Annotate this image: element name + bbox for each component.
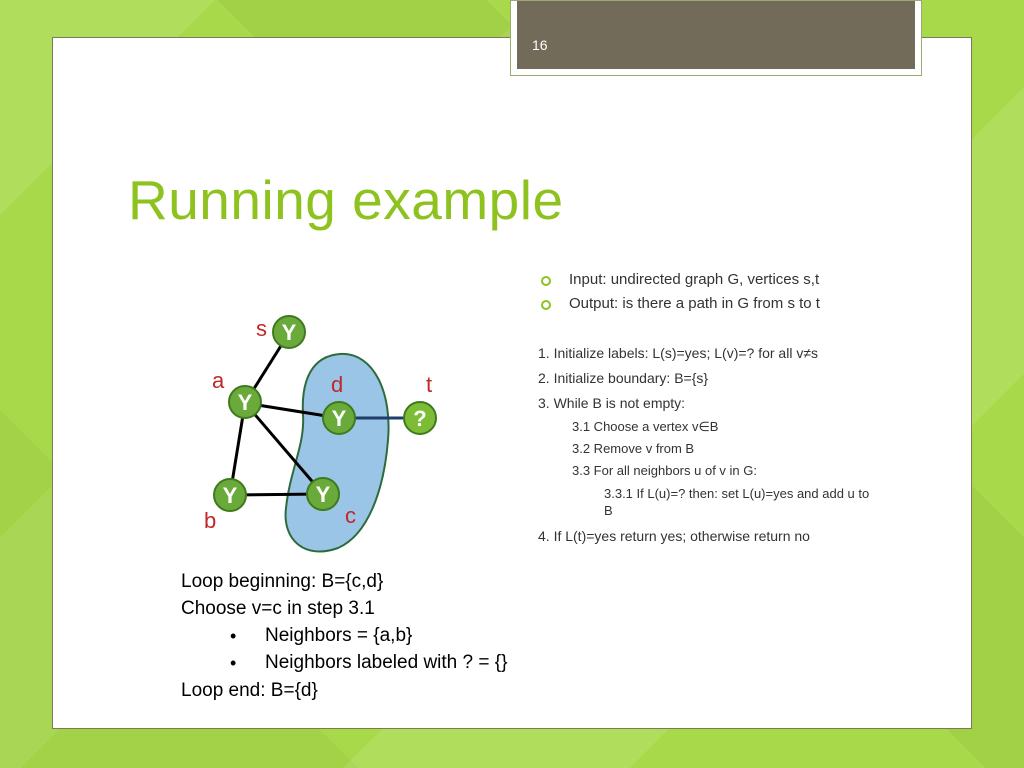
loop-beginning: Loop beginning: B={c,d} bbox=[181, 571, 384, 592]
vertex-name-c: c bbox=[345, 503, 356, 528]
step-3-2: 3.2 Remove v from B bbox=[572, 441, 695, 456]
bullet-input: Input: undirected graph G, vertices s,t bbox=[569, 271, 820, 288]
step-3: 3. While B is not empty: bbox=[538, 395, 686, 411]
slide-number: 16 bbox=[532, 37, 548, 53]
neighbors-labeled: Neighbors labeled with ? = {} bbox=[265, 652, 508, 673]
vertex-name-b: b bbox=[204, 508, 217, 533]
loop-end: Loop end: B={d} bbox=[181, 680, 318, 701]
slide-title: Running example bbox=[128, 169, 564, 231]
node-a-label: Y bbox=[237, 390, 253, 415]
choose-v: Choose v=c in step 3.1 bbox=[181, 598, 375, 619]
node-a bbox=[229, 386, 261, 418]
step-2: 2. Initialize boundary: B={s} bbox=[538, 370, 709, 386]
step-3-3-1-cont: B bbox=[604, 503, 613, 518]
sub-bullet-icon: • bbox=[230, 626, 237, 646]
step-3-3: 3.3 For all neighbors u of v in G: bbox=[572, 463, 757, 478]
node-s-label: Y bbox=[281, 320, 297, 345]
node-t bbox=[404, 402, 436, 434]
node-s bbox=[273, 316, 305, 348]
node-d-label: Y bbox=[331, 406, 347, 431]
node-b-label: Y bbox=[222, 483, 238, 508]
step-4: 4. If L(t)=yes return yes; otherwise return no bbox=[538, 528, 810, 544]
step-1: 1. Initialize labels: L(s)=yes; L(v)=? for all v≠s bbox=[538, 345, 819, 361]
step-3-3-1: 3.3.1 If L(u)=? then: set L(u)=yes and add u to bbox=[604, 486, 870, 501]
step-3-1: 3.1 Choose a vertex v∈B bbox=[572, 419, 719, 434]
sub-bullet-icon: • bbox=[230, 653, 237, 673]
vertex-name-s: s bbox=[256, 316, 267, 341]
vertex-name-a: a bbox=[212, 368, 225, 393]
vertex-name-d: d bbox=[331, 372, 344, 397]
node-c-label: Y bbox=[315, 482, 331, 507]
node-b bbox=[214, 479, 246, 511]
vertex-name-t: t bbox=[426, 372, 433, 397]
node-d bbox=[323, 402, 355, 434]
node-t-label: ? bbox=[413, 406, 427, 431]
bullet-output: Output: is there a path in G from s to t bbox=[569, 295, 820, 312]
neighbors: Neighbors = {a,b} bbox=[265, 625, 413, 646]
node-c bbox=[307, 478, 339, 510]
